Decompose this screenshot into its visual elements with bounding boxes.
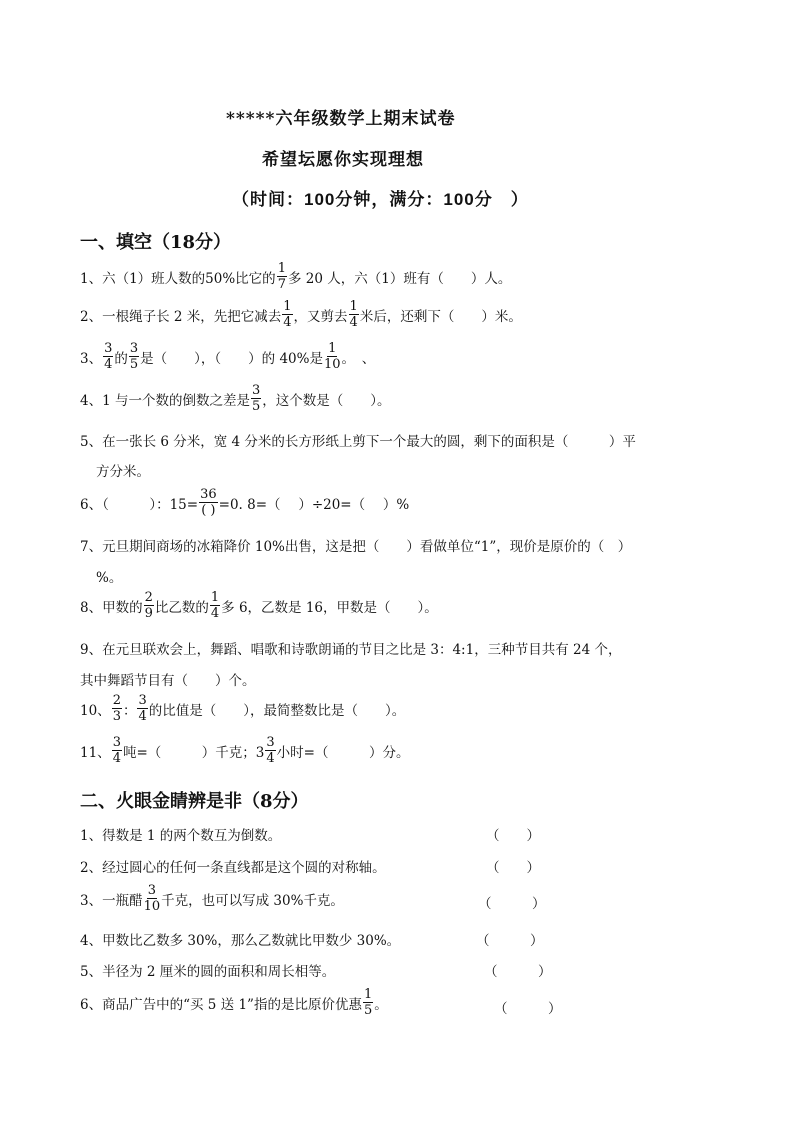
exam-title: *****六年级数学上期末试卷 (226, 109, 456, 129)
judge3-fraction: $\frac{3}{10}$ (143, 883, 161, 914)
section-heading-true-false: 二、火眼金睛辨是非（8分） (80, 791, 309, 812)
judge-item-1: 1、得数是 1 的两个数互为倒数。 (80, 828, 282, 844)
judge-item-4: 4、甲数比乙数多 30%，那么乙数就比甲数少 30%。 (80, 933, 401, 949)
question-5-line-2: 方分米。 (96, 464, 150, 480)
judge3-text-b: 千克，也可以写成 30%千克。 (161, 892, 344, 909)
q11-text-c: 小时=（ ）分。 (276, 744, 410, 761)
time-info: （时间：100分钟，满分：100分 ） (232, 190, 529, 209)
section-heading-fill-blank: 一、填空（18分） (80, 232, 232, 253)
question-2 (80, 300, 522, 329)
question-9-line-1: 9、在元旦联欢会上，舞蹈、唱歌和诗歌朗诵的节目之比是 3：4:1，三种节目共有 24 个， (80, 642, 622, 658)
judge-answer-5[interactable]: （ ） (484, 964, 552, 980)
q4-text-b: ，这个数是（ ）。 (262, 392, 391, 409)
judge-answer-2[interactable]: （ ） (486, 860, 540, 876)
q8-text-a: 8、甲数的 (80, 599, 143, 616)
q6-fraction: $\frac{36}{( )}$ (200, 487, 217, 518)
judge-answer-3[interactable]: （ ） (478, 896, 546, 912)
judge-item-2: 2、经过圆心的任何一条直线都是这个圆的对称轴。 (80, 860, 386, 876)
question-3 (80, 342, 375, 371)
q6-text-b: =0. 8=（ ）÷20=（ ）% (218, 496, 410, 513)
q4-text-a: 4、1 与一个数的倒数之差是 (80, 392, 250, 409)
q2-fraction-1: $\frac{1}{4}$ (283, 299, 292, 330)
judge-answer-6[interactable]: （ ） (494, 1001, 562, 1017)
q2-fraction-2: $\frac{1}{4}$ (349, 299, 358, 330)
q6-text-a: 6、（ ）：15= (80, 496, 199, 513)
q3-fraction-1: $\frac{3}{4}$ (104, 341, 113, 372)
question-10 (80, 694, 405, 723)
question-9-line-2: 其中舞蹈节目有（ ）个。 (80, 673, 256, 689)
judge-answer-4[interactable]: （ ） (476, 933, 544, 949)
judge-item-3 (80, 884, 344, 913)
exam-subtitle: 希望坛愿你实现理想 (262, 150, 424, 170)
judge-answer-1[interactable]: （ ） (486, 828, 540, 844)
q3-text-a: 3、 (80, 350, 103, 367)
judge6-text-a: 6、商品广告中的“买 5 送 1”指的是比原价优惠 (80, 996, 362, 1013)
q2-text-b: ，又剪去 (293, 308, 348, 325)
q11-fraction-1: $\frac{3}{4}$ (112, 735, 121, 766)
question-1 (80, 262, 511, 291)
question-11 (80, 736, 409, 765)
question-8 (80, 591, 438, 620)
judge6-text-b: 。 (374, 996, 388, 1013)
question-7-line-1: 7、元旦期间商场的冰箱降价 10%出售，这是把（ ）看做单位“1”，现价是原价的（ ） (80, 539, 632, 555)
q10-fraction-2: $\frac{3}{4}$ (138, 693, 147, 724)
q11-text-a: 11、 (80, 744, 111, 761)
judge-item-5: 5、半径为 2 厘米的圆的面积和周长相等。 (80, 964, 336, 980)
q2-text-a: 2、一根绳子长 2 米，先把它减去 (80, 308, 282, 325)
q3-text-d: 。 、 (341, 350, 376, 367)
judge3-text-a: 3、一瓶醋 (80, 892, 143, 909)
q1-text-a: 1、六（1）班人数的50%比它的 (80, 270, 276, 287)
q8-text-b: 比乙数的 (154, 599, 209, 616)
q11-text-b: 吨=（ ）千克；3 (122, 744, 265, 761)
q8-text-c: 多 6，乙数是 16，甲数是（ ）。 (221, 599, 438, 616)
q10-text-c: 的比值是（ ），最简整数比是（ ）。 (148, 702, 406, 719)
q3-text-c: 是（ ），（ ）的 40%是 (140, 350, 323, 367)
judge-item-6 (80, 988, 388, 1017)
q3-text-b: 的 (114, 350, 128, 367)
question-7-line-2: %。 (96, 570, 123, 586)
q10-text-b: ： (122, 702, 137, 719)
q3-fraction-2: $\frac{3}{5}$ (129, 341, 139, 372)
q1-fraction: $\frac{1}{7}$ (277, 261, 286, 292)
q10-text-a: 10、 (80, 702, 111, 719)
question-5-line-1: 5、在一张长 6 分米，宽 4 分米的长方形纸上剪下一个最大的圆，剩下的面积是（ ）平 (80, 434, 636, 450)
q8-fraction-1: $\frac{2}{9}$ (144, 590, 153, 621)
q10-fraction-1: $\frac{2}{3}$ (112, 693, 121, 724)
question-4 (80, 384, 391, 413)
q4-fraction: $\frac{3}{5}$ (251, 383, 261, 414)
q3-fraction-3: $\frac{1}{10}$ (323, 341, 341, 372)
q11-fraction-2: $\frac{3}{4}$ (266, 735, 275, 766)
judge6-fraction: $\frac{1}{5}$ (363, 987, 373, 1018)
question-6 (80, 488, 409, 517)
q1-text-b: 多 20 人，六（1）班有（ ）人。 (287, 270, 512, 287)
q2-text-c: 米后，还剩下（ ）米。 (359, 308, 522, 325)
q8-fraction-2: $\frac{1}{4}$ (210, 590, 220, 621)
